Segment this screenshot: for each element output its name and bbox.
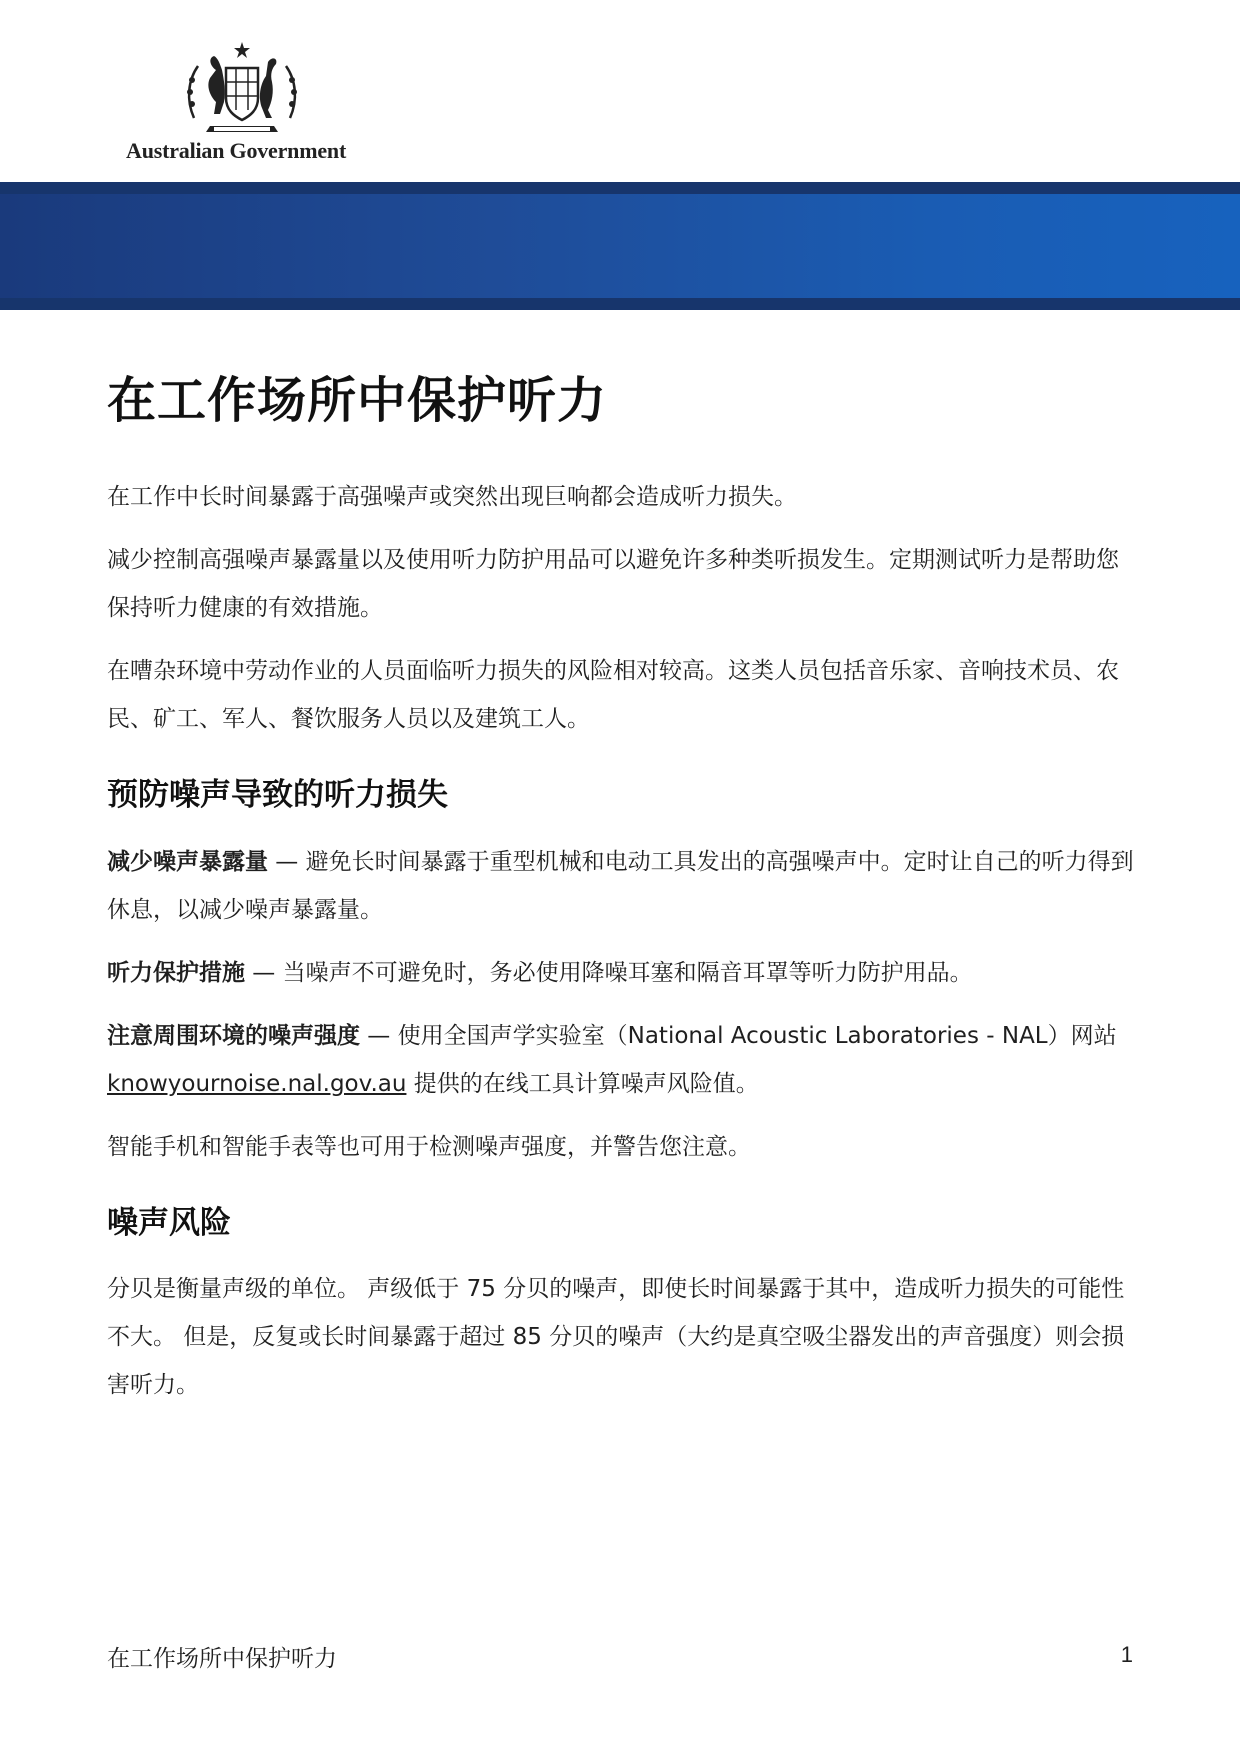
- header-banner: [0, 182, 1240, 310]
- header-banner-gradient: [0, 194, 1240, 298]
- footer-title: 在工作场所中保护听力: [107, 1646, 337, 1672]
- section-heading-prevention: 预防噪声导致的听力损失: [107, 777, 448, 814]
- noise-risk-paragraph: 分贝是衡量声级的单位。 声级低于 75 分贝的噪声，即使长时间暴露于其中，造成听力损失的可能性不大。 但是，反复或长时间暴露于超过 85 分贝的噪声（大约是真空吸尘器发出的声音强度）则会损害听力。: [107, 1275, 1125, 1398]
- intro-paragraph: 减少控制高强噪声暴露量以及使用听力防护用品可以避免许多种类听损发生。定期测试听力是帮助您保持听力健康的有效措施。: [107, 547, 1119, 622]
- prevention-item: [107, 949, 1137, 997]
- prevention-item-text: — 当噪声不可避免时，务必使用降噪耳塞和隔音耳罩等听力防护用品。: [245, 959, 973, 986]
- closing-paragraph: 智能手机和智能手表等也可用于检测噪声强度，并警告您注意。: [107, 1133, 751, 1160]
- intro-paragraph: 在嘈杂环境中劳动作业的人员面临听力损失的风险相对较高。这类人员包括音乐家、音响技术员、农民、矿工、军人、餐饮服务人员以及建筑工人。: [107, 658, 1119, 733]
- agency-logo: [122, 40, 362, 170]
- prevention-item-text: — 避免长时间暴露于重型机械和电动工具发出的高强噪声中。定时让自己的听力得到休息，以减少噪声暴露量。: [107, 848, 1134, 923]
- document-body: [107, 370, 1137, 1424]
- page-title: 在工作场所中保护听力: [107, 372, 608, 429]
- prevention-item-term: 减少噪声暴露量: [107, 848, 268, 875]
- prevention-item-text: — 使用全国声学实验室（National Acoustic Laboratories - NAL）网站: [360, 1022, 1117, 1049]
- prevention-item: [107, 1012, 1137, 1108]
- prevention-item: [107, 838, 1137, 934]
- section-heading-noise-risk: 噪声风险: [107, 1204, 231, 1241]
- prevention-item-text: 提供的在线工具计算噪声风险值。: [406, 1070, 759, 1097]
- prevention-item-term: 听力保护措施: [107, 959, 245, 986]
- prevention-item-term: 注意周围环境的噪声强度: [107, 1022, 360, 1049]
- page-number: 1: [1120, 1642, 1133, 1667]
- coat-of-arms-icon: [180, 40, 304, 140]
- nal-website-link[interactable]: knowyournoise.nal.gov.au: [107, 1070, 407, 1097]
- intro-paragraph: 在工作中长时间暴露于高强噪声或突然出现巨响都会造成听力损失。: [107, 484, 797, 511]
- agency-name: Australian Government: [126, 138, 347, 163]
